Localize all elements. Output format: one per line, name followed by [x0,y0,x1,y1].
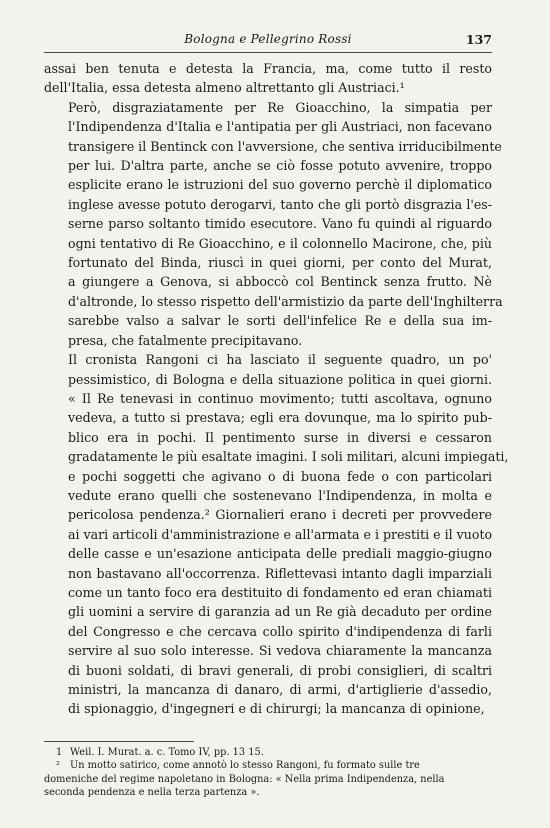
text-line: del Congresso e che cercava collo spirito d'indipendenza di farli [68,623,492,639]
text-line: per lui. D'altra parte, anche se ciò fosse potuto avvenire, troppo [68,158,492,174]
text-line: a giungere a Genova, si abboccò col Bentinck senza frutto. Nè [68,274,492,290]
footnote-line [44,746,492,760]
footnote-line [44,786,492,800]
footnotes [44,746,492,800]
footnote-line [44,773,492,787]
text-line: « Il Re tenevasi in continuo movimento; tutti ascoltava, ognuno [68,390,492,406]
text-line: di spionaggio, d'ingegneri e di chirurgi; la mancanza di opinione, [68,701,485,717]
page-number: 137 [465,32,492,47]
footnote-text: Weil. I. Murat. a. c. Tomo IV, pp. 13 15. [70,746,264,758]
text-line: non bastavano all'occorrenza. Riflettevasi intanto dagli imparziali [68,565,492,581]
footnote-text: domeniche del regime napoletano in Bologna: « Nella prima Indipendenza, nella [44,773,445,785]
footnote-number: ² [56,760,60,772]
text-line: ai vari articoli d'amministrazione e all'armata e i prestiti e il vuoto [68,526,493,542]
paragraph [44,98,503,350]
text-line: gli uomini a servire di garanzia ad un Re già decaduto per ordine [68,604,492,620]
text-line: d'altronde, lo stesso rispetto dell'armistizio da parte dell'Inghilterra [68,293,503,309]
text-line: delle casse e un'esazione anticipata delle prediali maggio-giugno [68,546,492,562]
footnote-text: seconda pendenza e nella terza partenza ». [44,787,260,799]
text-line: Il cronista Rangoni ci ha lasciato il seguente quadro, un po' [68,352,492,368]
text-line: vedeva, a tutto si prestava; egli era dovunque, ma lo spirito pub- [68,410,492,426]
text-line: dell'Italia, essa detesta almeno altrettanto gli Austriaci.¹ [44,80,405,96]
text-line: pessimistico, di Bologna e della situazione politica in quei giorni. [68,371,492,387]
body-text [44,59,509,719]
book-page [44,30,509,800]
footnote-rule [44,741,194,742]
text-line: e pochi soggetti che agivano o di buona fede o con particolari [68,468,492,484]
page-header [44,30,492,53]
footnote-number: 1 [56,746,63,758]
text-line: assai ben tenuta e detesta la Francia, ma, come tutto il resto [44,61,492,76]
text-line: gradatamente le più esaltate imagini. I soli militari, alcuni impiegati, [68,449,509,465]
text-line: esplicite erano le istruzioni del suo governo perchè il diplomatico [68,177,492,193]
text-line: fortunato del Binda, riuscì in quei giorni, per conto del Murat, [68,255,492,271]
text-line: Però, disgraziatamente per Re Gioacchino, la simpatia per [68,99,492,115]
text-line: servire al suo solo interesse. Si vedova chiaramente la mancanza [68,643,492,659]
text-line: di buoni soldati, di bravi generali, di probi consiglieri, di scaltri [68,662,492,678]
text-line: blico era in pochi. Il pentimento surse in diversi e cessaron [68,429,492,445]
text-line: presa, che fatalmente precipitavano. [68,332,303,348]
text-line: come un tanto foco era destituito di fondamento ed eran chiamati [68,584,492,600]
text-line: sarebbe valso a salvar le sorti dell'infelice Re e della sua im- [68,313,492,329]
text-line: transigere il Bentinck con l'avversione, che sentiva irriducibilmente [68,138,502,154]
text-line: vedute erano quelli che sostenevano l'Indipendenza, in molta e [68,487,492,503]
text-line: inglese avesse potuto derogarvi, tanto che gli portò disgrazia l'es- [68,196,492,212]
paragraph [44,350,509,719]
text-line: serne parso soltanto timido esecutore. Vano fu quindi al riguardo [68,216,492,232]
text-line: pericolosa pendenza.² Giornalieri erano i decreti per provvedere [68,507,492,523]
footnote-text: Un motto satirico, come annotò lo stesso Rangoni, fu formato sulle tre [70,760,420,772]
running-title: Bologna e Pellegrino Rossi [184,32,352,46]
text-line: l'Indipendenza d'Italia e l'antipatia per gli Austriaci, non facevano [68,119,492,135]
paragraph [44,59,492,98]
text-line: ogni tentativo di Re Gioacchino, e il colonnello Macirone, che, più [68,235,492,251]
text-line: ministri, la mancanza di danaro, di armi, d'artiglierie d'assedio, [68,682,492,697]
footnote-line [44,759,492,773]
